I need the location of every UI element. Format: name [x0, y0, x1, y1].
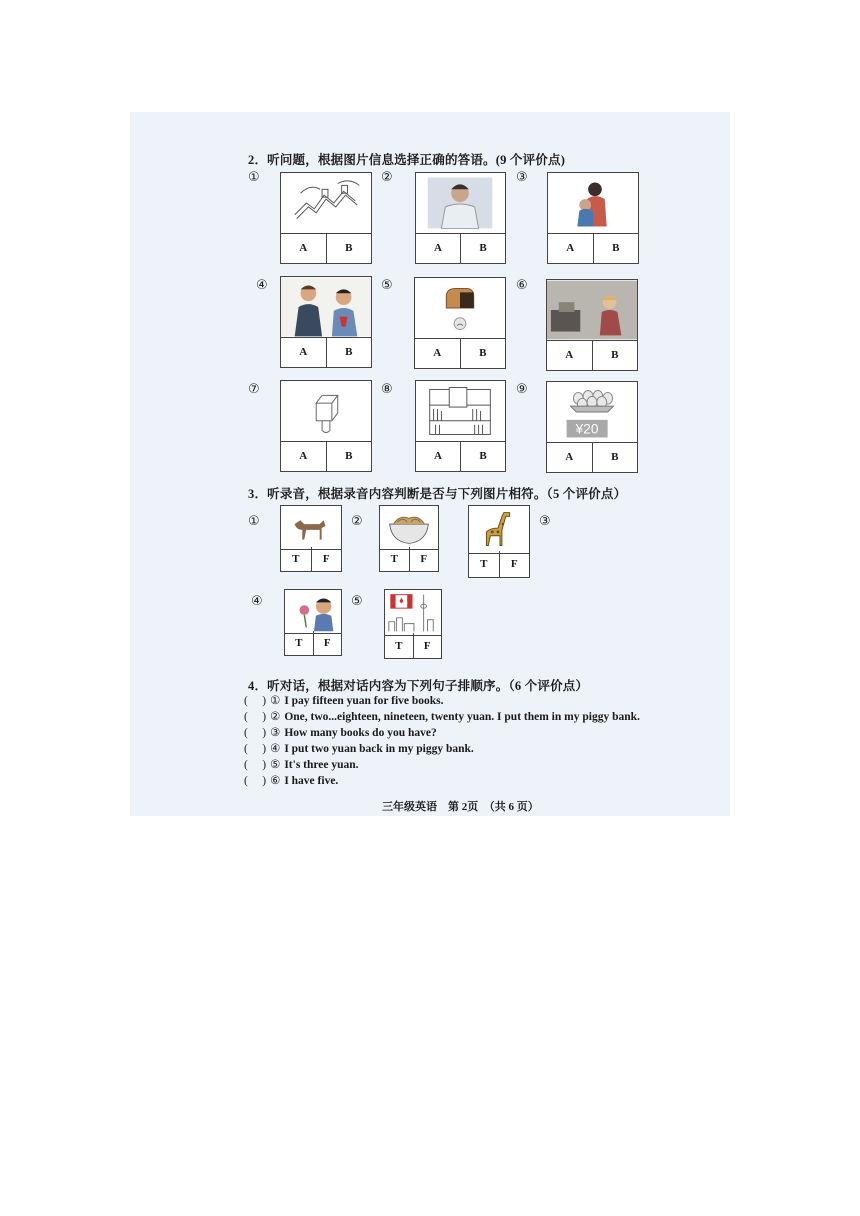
picture-card-3 [547, 172, 639, 264]
answer-blank[interactable]: ( ) [244, 727, 267, 739]
noodles-icon [380, 506, 438, 550]
section-3-title: 3．听录音，根据录音内容判断是否与下列图片相符。（5 个评价点） [248, 487, 627, 501]
option-a[interactable]: A [299, 242, 308, 254]
option-a[interactable]: A [566, 242, 575, 254]
picture-card-5 [414, 277, 506, 369]
answer-blank[interactable]: ( ) [244, 743, 267, 755]
option-f[interactable]: F [413, 633, 442, 658]
option-t[interactable]: T [395, 639, 403, 652]
item-number: ① [248, 514, 260, 529]
great-wall-icon [281, 173, 371, 234]
option-t[interactable]: T [390, 553, 398, 565]
picture-card-3-5 [384, 589, 442, 659]
option-b[interactable]: B [460, 441, 505, 471]
option-b[interactable]: B [592, 340, 638, 370]
sentence-row: ( ) ⑤ It's three yuan. [244, 757, 359, 771]
option-a[interactable]: A [299, 346, 308, 358]
option-b[interactable]: B [593, 233, 639, 263]
item-number: ⑤ [381, 278, 393, 293]
option-b[interactable]: B [326, 233, 372, 263]
price-tag: ¥20 [575, 421, 599, 437]
option-t[interactable]: T [295, 637, 303, 649]
picture-card-2 [415, 172, 506, 264]
bookshelf-icon [416, 381, 505, 442]
exam-page [130, 112, 730, 816]
answer-blank[interactable]: ( ) [244, 711, 267, 723]
item-number: ⑨ [516, 382, 528, 397]
sentence-row: ( ) ① I pay fifteen yuan for five books. [244, 693, 444, 707]
option-b[interactable]: B [460, 338, 506, 368]
giraffe-icon [469, 506, 529, 554]
item-number: ⑦ [248, 382, 260, 397]
picture-card-4 [280, 276, 372, 368]
girl-toys-icon [547, 280, 637, 341]
page-footer: 三年级英语 第 2页 （共 6 页） [382, 801, 539, 813]
option-a[interactable]: A [434, 242, 442, 254]
picture-card-1 [280, 172, 372, 264]
picture-card-7 [280, 380, 372, 472]
option-a[interactable]: A [299, 450, 308, 462]
option-a[interactable]: A [433, 347, 442, 359]
option-a[interactable]: A [434, 450, 442, 462]
item-number: ② [381, 170, 393, 185]
dog-icon [281, 506, 341, 550]
sentence-row: ( ) ② One, two...eighteen, nineteen, twenty yuan. I put them in my piggy bank. [244, 709, 640, 723]
sentence-row: ( ) ③ How many books do you have? [244, 725, 437, 739]
answer-blank[interactable]: ( ) [244, 759, 267, 771]
sentence-row: ( ) ④ I put two yuan back in my piggy bank. [244, 741, 474, 755]
option-b[interactable]: B [460, 233, 505, 263]
item-number: ③ [539, 514, 551, 529]
bread-icon [415, 278, 505, 339]
canada-city-icon [385, 590, 441, 636]
option-b[interactable]: B [326, 441, 372, 471]
picture-card-3-2 [379, 505, 439, 572]
picture-card-3-4 [284, 589, 342, 656]
picture-card-3-3 [468, 505, 530, 578]
item-number: ③ [516, 170, 528, 185]
option-f[interactable]: F [499, 551, 530, 577]
man-icon [416, 173, 505, 234]
option-b[interactable]: B [592, 442, 638, 472]
item-number: ⑥ [516, 278, 528, 293]
picture-card-6 [546, 279, 638, 371]
option-a[interactable]: A [565, 451, 574, 463]
option-b[interactable]: B [326, 337, 372, 367]
option-t[interactable]: T [480, 558, 488, 570]
option-f[interactable]: F [313, 631, 342, 655]
option-a[interactable]: A [565, 349, 574, 361]
sentence-row: ( ) ⑥ I have five. [244, 773, 339, 787]
item-number: ⑧ [381, 382, 393, 397]
picture-card-9 [546, 381, 638, 473]
picture-card-8 [415, 380, 506, 472]
answer-blank[interactable]: ( ) [244, 695, 267, 707]
item-number: ⑤ [351, 594, 363, 609]
item-number: ② [351, 514, 363, 529]
item-number: ④ [251, 594, 263, 609]
section-4-title: 4．听对话，根据对话内容为下列句子排顺序。（6 个评价点） [248, 679, 589, 693]
section-2-title: 2．听问题，根据图片信息选择正确的答语。(9 个评价点) [248, 153, 566, 167]
eggs-icon [547, 382, 637, 443]
item-number: ④ [256, 278, 268, 293]
box-icon [281, 381, 371, 442]
option-f[interactable]: F [311, 547, 342, 571]
mother-child-icon [548, 173, 638, 234]
picture-card-3-1 [280, 505, 342, 572]
boy-flower-icon [285, 590, 341, 634]
option-f[interactable]: F [409, 547, 439, 571]
two-men-icon [281, 277, 371, 338]
answer-blank[interactable]: ( ) [244, 775, 267, 787]
item-number: ① [248, 170, 260, 185]
option-t[interactable]: T [292, 553, 300, 565]
